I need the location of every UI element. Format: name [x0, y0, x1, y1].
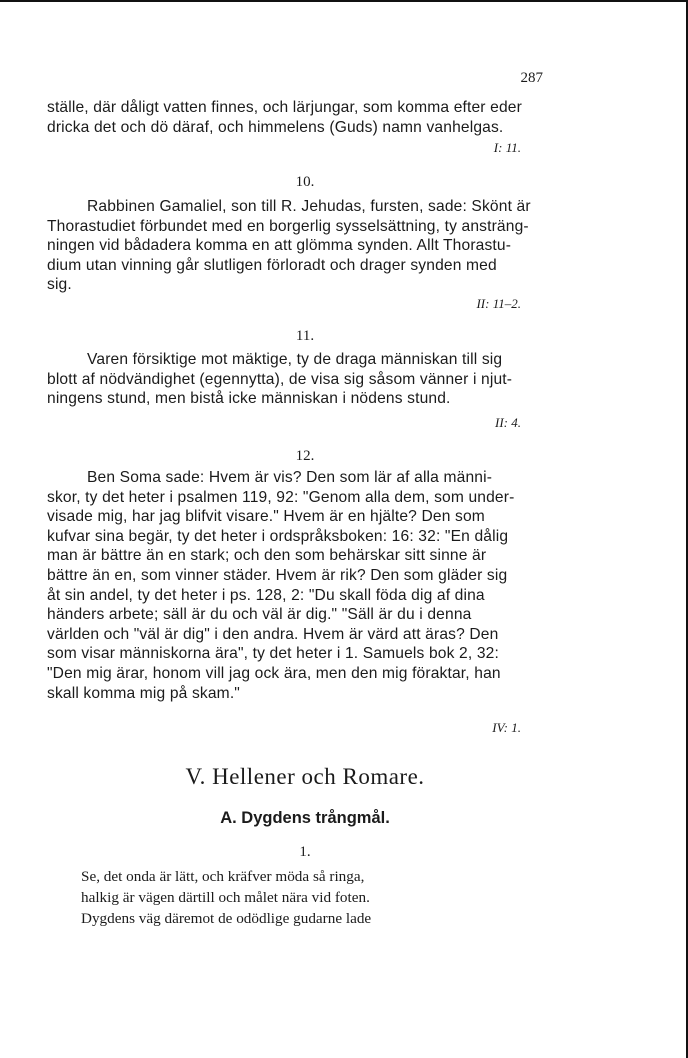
- text-line: dricka det och dö däraf, och himmelens (Guds) namn vanhelgas.: [47, 118, 504, 136]
- section-10-paragraph: [47, 197, 563, 295]
- verse-line: Dygdens väg däremot de odödlige gudarne lade: [81, 910, 372, 927]
- text-line: visade mig, har jag blifvit visare." Hvem är en hjälte? Den som: [47, 508, 485, 526]
- intro-paragraph: [47, 98, 563, 137]
- source-reference: II: 4.: [495, 415, 521, 430]
- section-number: 11.: [295, 328, 315, 344]
- section-number: 12.: [295, 448, 315, 464]
- verse-line: Se, det onda är lätt, och kräfver möda så ringa,: [81, 868, 365, 885]
- text-line: kufvar sina begär, ty det heter i ordspråksboken: 16: 32: "En dålig: [47, 527, 509, 545]
- text-line: bättre än en, som vinner städer. Hvem är rik? Den som gläder sig: [47, 566, 508, 584]
- text-line: blott af nödvändighet (egennytta), de visa sig såsom vänner i njut-: [47, 370, 513, 388]
- text-line: skall komma mig på skam.": [47, 684, 240, 702]
- text-line: ningen vid bådadera komma en att glömma synden. Allt Thorastu-: [47, 237, 512, 255]
- section-title: A. Dygdens trångmål.: [220, 809, 390, 827]
- page-number: 287: [520, 70, 543, 86]
- chapter-title: V. Hellener och Romare.: [185, 764, 425, 789]
- text-line: världen och "väl är dig" i den andra. Hvem är värd att äras? Den: [47, 625, 499, 643]
- page-top-edge: [0, 0, 688, 2]
- source-reference: IV: 1.: [492, 720, 521, 735]
- text-line: Ben Soma sade: Hvem är vis? Den som lär af alla männi-: [87, 469, 493, 486]
- text-line: Thorastudiet förbundet med en borgerlig sysselsättning, ty ansträng-: [47, 217, 529, 235]
- text-line: skor, ty det heter i psalmen 119, 92: "Genom alla dem, som under-: [47, 488, 515, 506]
- text-line: sig.: [47, 276, 72, 294]
- text-line: dium utan vinning går slutligen förloradt och drager synden med: [47, 256, 497, 274]
- text-line: man är bättre än en stark; och den som behärskar sitt sinne är: [47, 547, 487, 565]
- text-line: Varen försiktige mot mäktige, ty de draga människan till sig: [87, 351, 503, 368]
- text-line: händers arbete; säll är du och väl är dig." "Säll är du i denna: [47, 606, 472, 624]
- verse-line: halkig är vägen därtill och målet nära vid foten.: [81, 889, 370, 906]
- text-line: ningens stund, men bistå icke människan i nödens stund.: [47, 390, 451, 408]
- text-line: "Den mig ärar, honom vill jag ock ära, men den mig föraktar, han: [47, 664, 501, 682]
- text-line: Rabbinen Gamaliel, son till R. Jehudas, fursten, sade: Skönt är: [87, 198, 531, 215]
- section-12-paragraph: [47, 468, 563, 703]
- poem-number: 1.: [299, 844, 311, 860]
- text-line: ställe, där dåligt vatten finnes, och lärjungar, som komma efter eder: [47, 99, 522, 116]
- poem-verse: [81, 866, 481, 929]
- source-reference: I: 11.: [493, 140, 521, 155]
- section-11-paragraph: [47, 350, 563, 409]
- source-reference: II: 11–2.: [476, 296, 521, 311]
- text-line: åt sin andel, ty det heter i ps. 128, 2: "Du skall föda dig af dina: [47, 586, 485, 604]
- text-line: som visar människorna ära", ty det heter i 1. Samuels bok 2, 32:: [47, 645, 499, 663]
- section-number: 10.: [295, 174, 315, 190]
